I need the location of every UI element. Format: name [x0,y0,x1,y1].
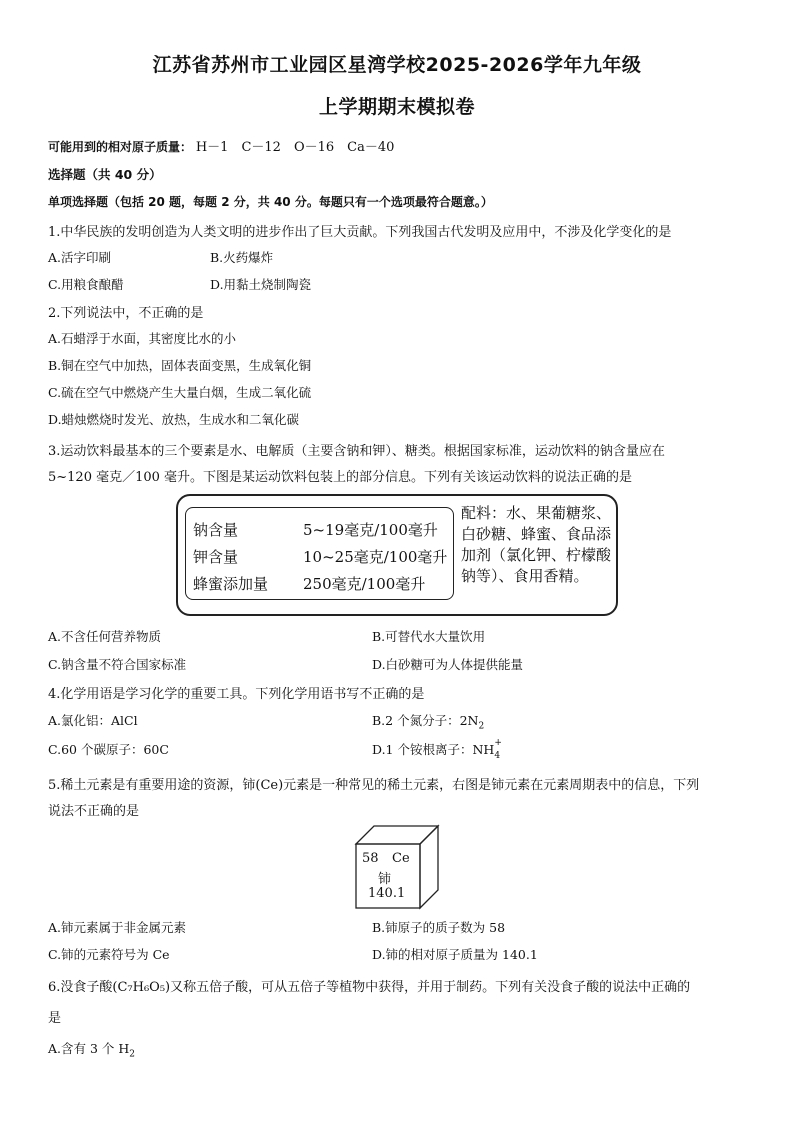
question-3-stem-line1: 3.运动饮料最基本的三个要素是水、电解质（主要含钠和钾）、糖类。根据国家标准，运动饮料的钠含量应在 [48,444,665,459]
question-1-option-a: A.活字印刷 [48,250,112,265]
question-6-option-a [48,1039,135,1060]
nutrition-value: 10~25毫克/100毫升 [303,548,448,566]
question-2-option-d: D.蜡烛燃烧时发光、放热，生成水和二氧化碳 [48,412,300,427]
question-4-option-b-text: B.2 个氮分子：2N [372,713,479,728]
question-4-option-b [372,711,484,732]
atomic-masses-values: H－1 C－12 O－16 Ca－40 [195,140,395,155]
question-4-option-c: C.60 个碳原子：60C [48,742,169,757]
nutrition-value: 250毫克/100毫升 [303,575,426,593]
nutrition-value: 5~19毫克/100毫升 [303,521,438,539]
element-name: 铈 [378,872,392,887]
question-4-option-a: A.氯化铝：AlCl [48,713,138,728]
question-6-option-a-text: A.含有 3 个 H [48,1041,130,1056]
atomic-masses-label: 可能用到的相对原子质量： [48,140,193,154]
ingredients-text: 配料：水、果葡糖浆、白砂糖、蜂蜜、食品添加剂（氯化钾、柠檬酸钠等）、食用香精。 [461,504,612,585]
question-6-stem-post: 又称五倍子酸，可从五倍子等植物中获得，并用于制药。下列有关没食子酸的说法中正确的 [170,980,691,995]
question-1-option-b: B.火药爆炸 [210,250,274,265]
question-5-option-a: A.铈元素属于非金属元素 [48,920,187,935]
page-title-line2: 上学期期末模拟卷 [318,96,475,118]
question-2-option-c: C.硫在空气中燃烧产生大量白烟，生成二氧化硫 [48,385,312,400]
question-2-option-a: A.石蜡浮于水面，其密度比水的小 [48,331,237,346]
question-4-option-d [372,738,502,761]
element-mass: 140.1 [368,886,406,901]
subscript: 4 [494,751,501,761]
question-6-stem-line1 [48,976,690,995]
question-3-option-c: C.钠含量不符合国家标准 [48,657,187,672]
question-3-option-a: A.不含任何营养物质 [48,629,162,644]
question-1-option-d: D.用黏土烧制陶瓷 [210,277,312,292]
question-6-stem-line2: 是 [48,1011,62,1026]
section-description: 单项选择题（包括 20 题，每题 2 分，共 40 分。每题只有一个选项最符合题意。） [48,195,493,209]
question-1-stem: 1.中华民族的发明创造为人类文明的进步作出了巨大贡献。下列我国古代发明及应用中，不涉及化学变化的是 [48,225,672,240]
question-4-stem: 4.化学用语是学习化学的重要工具。下列化学用语书写不正确的是 [48,687,425,702]
superscript: + [494,738,502,748]
subscript: 2 [478,721,485,732]
subscript: 2 [129,1049,136,1060]
question-5-option-b: B.铈原子的质子数为 58 [372,920,506,935]
page-title-line1: 江苏省苏州市工业园区星湾学校2025-2026学年九年级 [152,54,642,76]
question-5-stem-line1: 5.稀土元素是有重要用途的资源，铈(Ce)元素是一种常见的稀土元素，右图是铈元素在元素周期表中的信息，下列 [48,778,700,793]
question-2-stem: 2.下列说法中，不正确的是 [48,306,204,321]
section-heading: 选择题（共 40 分） [48,167,162,182]
question-5-stem-line2: 说法不正确的是 [48,804,140,819]
question-2-option-b: B.铜在空气中加热，固体表面变黑，生成氧化铜 [48,358,312,373]
question-1-option-c: C.用粮食酿醋 [48,277,124,292]
nutrition-name: 钠含量 [193,521,239,539]
element-symbol: Ce [392,851,410,866]
question-6-stem-pre: 6.没食子酸 [48,980,113,995]
gallic-acid-formula: (C₇H₆O₅) [112,980,171,995]
question-5-option-d: D.铈的相对原子质量为 140.1 [372,947,538,962]
question-3-option-d: D.白砂糖可为人体提供能量 [372,657,524,672]
question-3-option-b: B.可替代水大量饮用 [372,629,486,644]
question-4-option-d-text: D.1 个铵根离子：NH [372,742,495,757]
nutrition-name: 蜂蜜添加量 [193,575,269,593]
element-number: 58 [362,851,379,866]
nutrition-name: 钾含量 [193,548,239,566]
question-3-stem-line2: 5~120 毫克／100 毫升。下图是某运动饮料包装上的部分信息。下列有关该运动饮料的说法正确的是 [48,470,633,485]
question-5-option-c: C.铈的元素符号为 Ce [48,947,170,962]
atomic-masses [48,136,394,155]
